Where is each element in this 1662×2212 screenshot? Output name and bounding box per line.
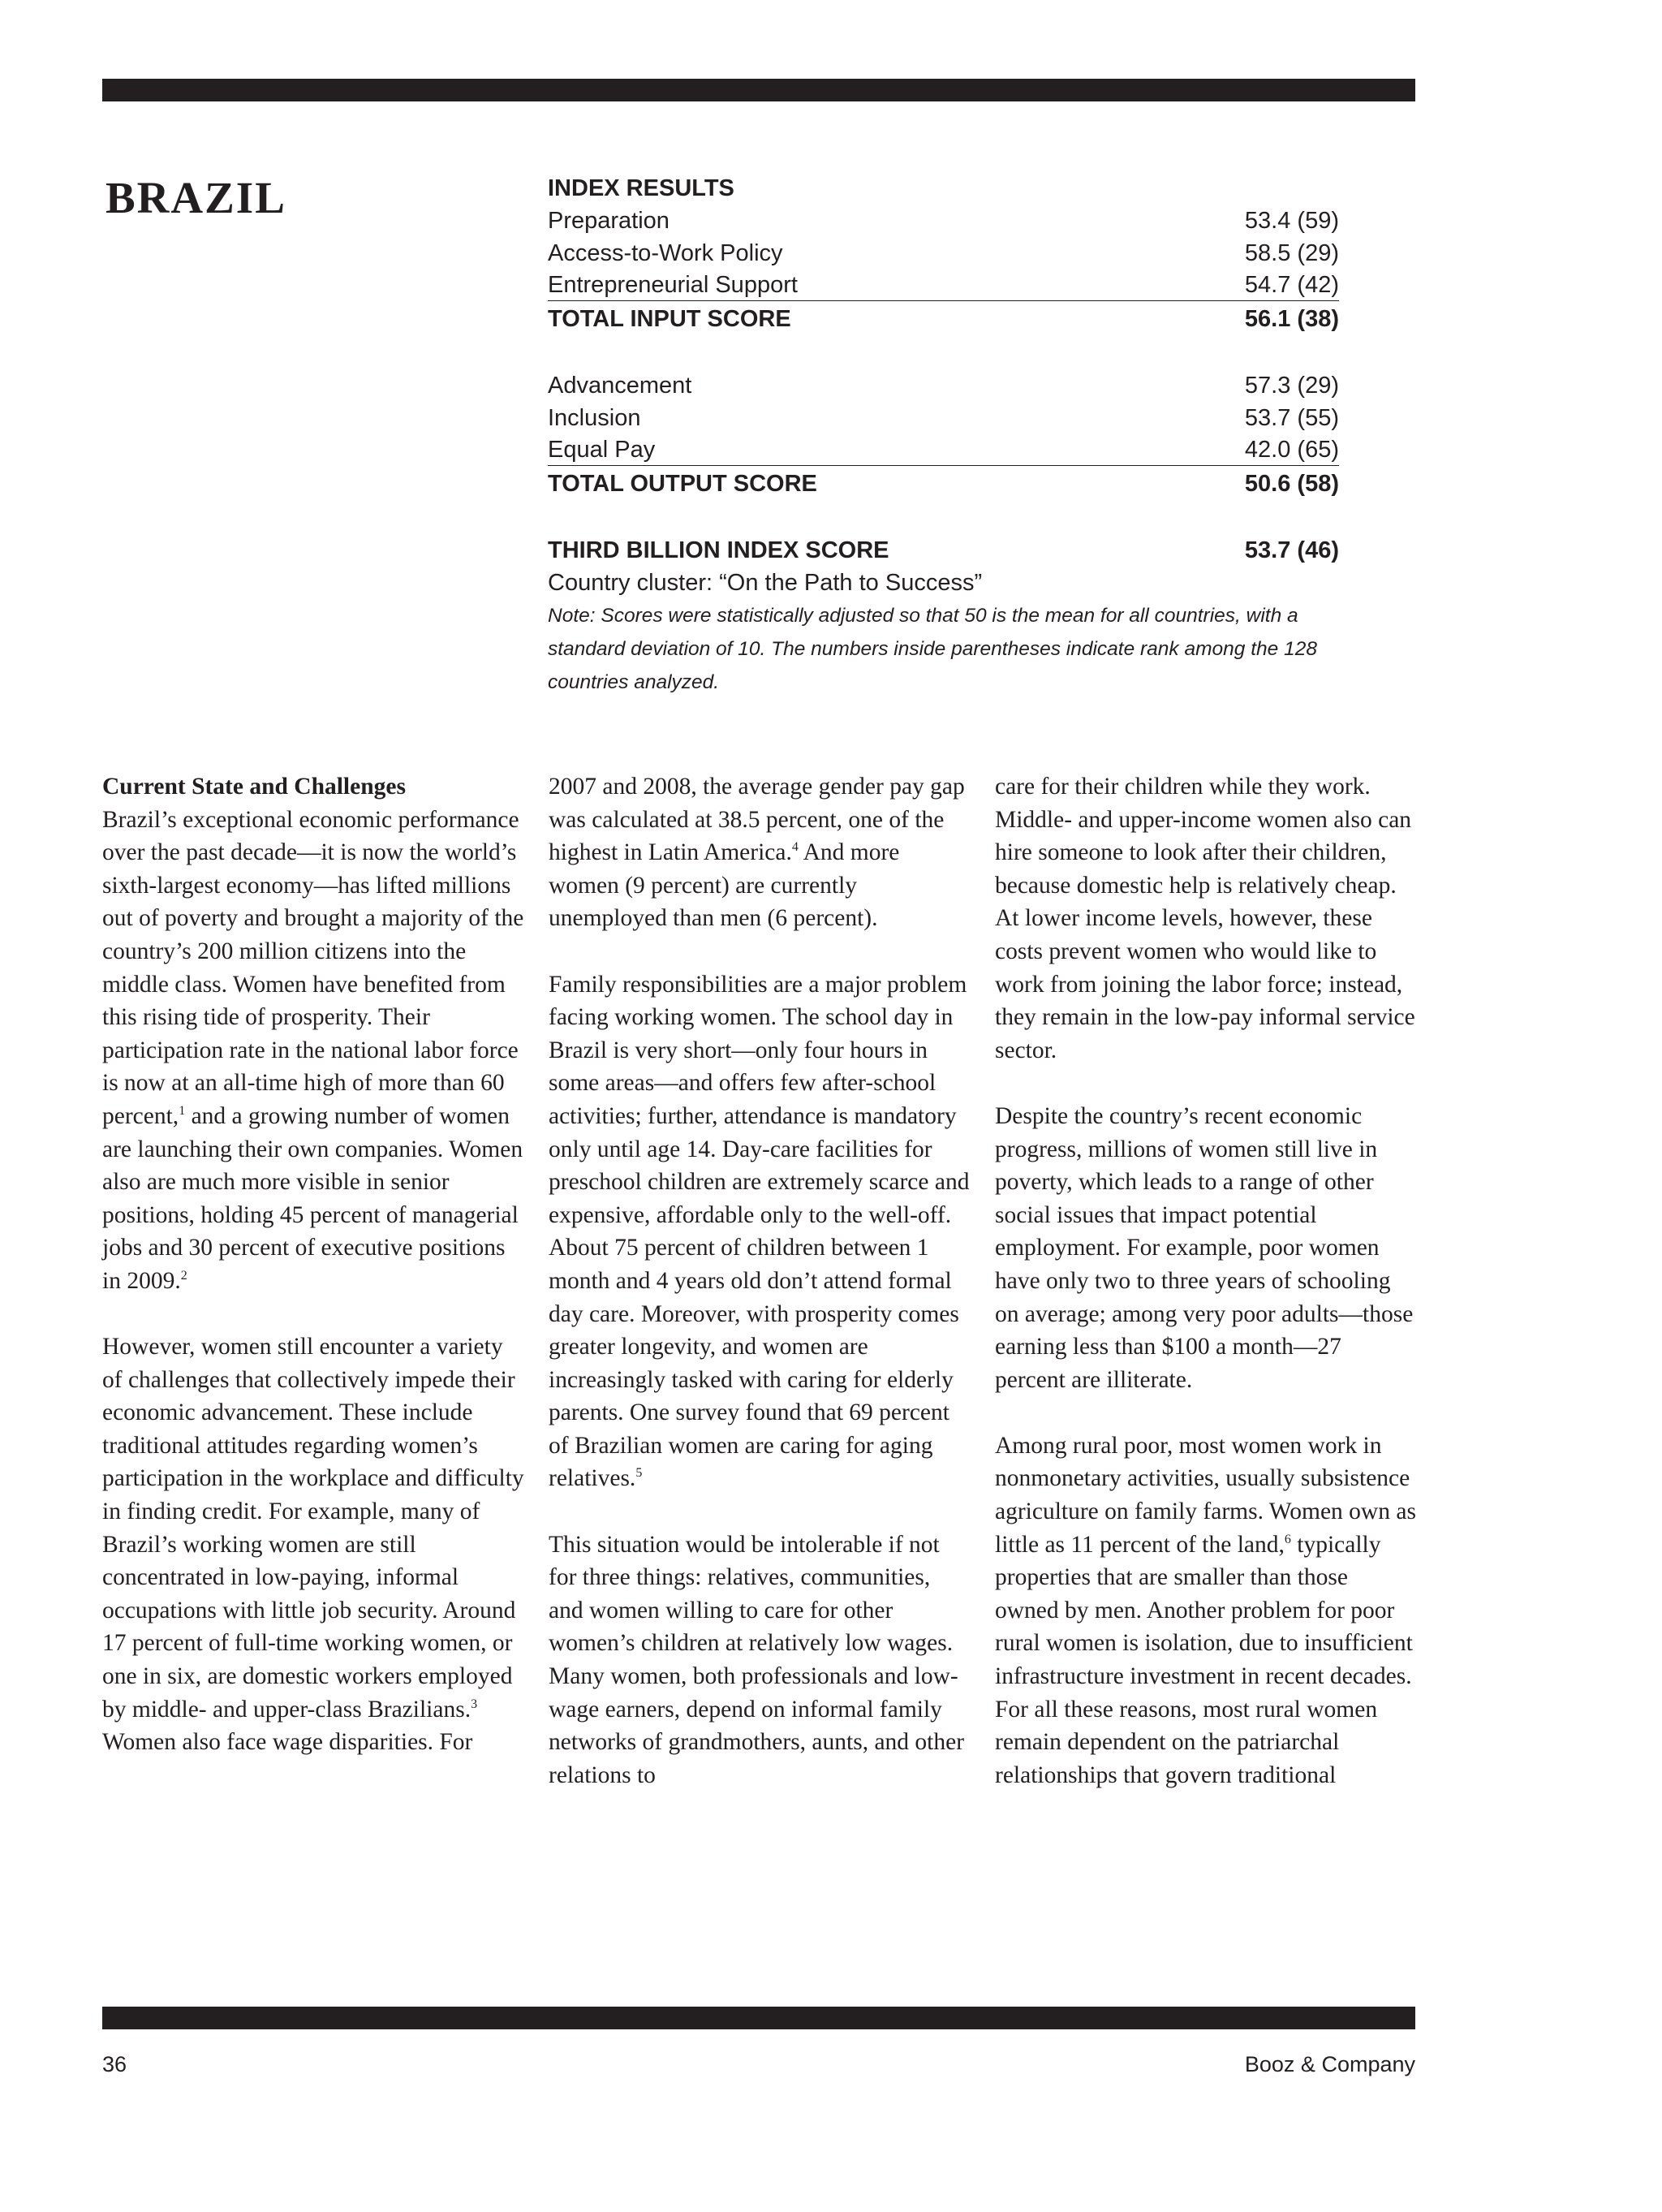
- paragraph-text: And more women (9 percent) are currently unemployed than men (6 percent).: [549, 839, 900, 932]
- paragraph-text: 2007 and 2008, the average gender pay gap was calculated at 38.5 percent, one of the highest in Latin America.: [549, 774, 965, 866]
- row-label: Access-to-Work Policy: [548, 240, 783, 266]
- paragraph-text: Among rural poor, most women work in nonmonetary activities, usually subsistence agriculture on family farms. Women own as little as 11 percent of the land,: [995, 1432, 1416, 1558]
- total-output-score-row: [548, 468, 1339, 500]
- text-column-3: [995, 770, 1417, 1792]
- top-rule: [102, 79, 1415, 101]
- index-row-entrepreneurial-support: [548, 269, 1339, 301]
- row-value: 53.7 (55): [1244, 405, 1339, 431]
- row-label: TOTAL OUTPUT SCORE: [548, 471, 817, 497]
- row-label: Inclusion: [548, 405, 641, 431]
- row-label: Equal Pay: [548, 437, 656, 463]
- paragraph-text: Brazil’s exceptional economic performance over the past decade—it is now the world’s sixth-largest economy—has lifted millions out of poverty and brought a majority of the country’s 200 million citizens into the middle class. Women have benefited from this rising tide of prosperity. Their participation rate in the national labor force is now at an all-time high of more than 60 percent,: [102, 806, 524, 1129]
- paragraph-text: and a growing number of women are launching their own companies. Women also are much more visible in senior positions, holding 45 percent of managerial jobs and 30 percent of executive positions in 2009.: [102, 1102, 523, 1294]
- row-value: 57.3 (29): [1244, 373, 1339, 399]
- paragraph: [549, 770, 971, 935]
- index-results-table: [548, 172, 1339, 699]
- row-value: 58.5 (29): [1244, 240, 1339, 266]
- row-label: Entrepreneurial Support: [548, 272, 798, 298]
- paragraph: [549, 968, 971, 1496]
- footnote-ref: 6: [1284, 1532, 1291, 1546]
- footnote-ref: 2: [180, 1269, 187, 1283]
- index-row-advancement: [548, 369, 1339, 402]
- score-note: Note: Scores were statistically adjusted so that 50 is the mean for all countries, with a standard deviation of 10. The numbers inside parentheses indicate rank among the 128 countries analyzed.: [548, 605, 1317, 693]
- index-row-preparation: [548, 205, 1339, 237]
- footnote-ref: 5: [635, 1466, 643, 1481]
- paragraph: care for their children while they work. Middle- and upper-income women also can hire someone to look after their children, because domestic help is relatively cheap. At lower income levels, however, these costs prevent women who would like to work from joining the labor force; instead, they remain in the low-pay informal service sector.: [995, 774, 1415, 1063]
- paragraph: [102, 1330, 524, 1759]
- row-value: 53.7 (46): [1244, 537, 1339, 563]
- row-value: 56.1 (38): [1244, 306, 1339, 332]
- row-label: Preparation: [548, 208, 670, 234]
- paragraph: [102, 770, 524, 1298]
- total-input-score-row: [548, 303, 1339, 335]
- row-label: THIRD BILLION INDEX SCORE: [548, 537, 889, 563]
- row-value: 53.4 (59): [1244, 208, 1339, 234]
- footnote-ref: 4: [791, 840, 799, 855]
- index-heading: INDEX RESULTS: [548, 175, 734, 201]
- paragraph-text: Women also face wage disparities. For: [102, 1729, 473, 1756]
- paragraph: This situation would be intolerable if not for three things: relatives, communities, and women willing to care for other women’s children at relatively low wages. Many women, both professionals and low-wage earners, depend on informal family networks of grandmothers, aunts, and other relations to: [549, 1531, 965, 1788]
- bottom-rule: [102, 2007, 1415, 2029]
- publisher-name: Booz & Company: [1244, 2052, 1415, 2076]
- footnote-ref: 1: [179, 1104, 186, 1119]
- text-column-1: [102, 770, 524, 1759]
- paragraph-text: typically properties that are smaller than those owned by men. Another problem for poor rural women is isolation, due to insufficient infrastructure investment in recent decades. For all these reasons, most rural women remain dependent on the patriarchal relationships that govern traditional: [995, 1531, 1413, 1788]
- index-row-access-to-work: [548, 237, 1339, 269]
- row-label: TOTAL INPUT SCORE: [548, 306, 791, 332]
- row-value: 54.7 (42): [1244, 272, 1339, 298]
- index-row-equal-pay: [548, 434, 1339, 466]
- page-footer: [102, 2052, 1415, 2077]
- paragraph: Despite the country’s recent economic progress, millions of women still live in poverty, which leads to a range of other social issues that impact potential employment. For example, poor women have only two to three years of schooling on average; among very poor adults—those earning less than $100 a month—27 percent are illiterate.: [995, 1102, 1414, 1393]
- article-body: [102, 770, 1417, 1826]
- country-cluster: Country cluster: “On the Path to Success”: [548, 570, 983, 596]
- index-row-inclusion: [548, 402, 1339, 434]
- country-title: BRAZIL: [105, 173, 286, 222]
- row-value: 42.0 (65): [1244, 437, 1339, 463]
- text-column-2: [549, 770, 971, 1792]
- paragraph: [995, 1429, 1417, 1792]
- row-label: Advancement: [548, 373, 692, 399]
- footnote-ref: 3: [471, 1697, 478, 1711]
- paragraph-text: Family responsibilities are a major problem facing working women. The school day in Brazil is very short—only four hours in some areas—and offers few after-school activities; further, attendance is mandatory only until age 14. Day-care facilities for preschool children are extremely scarce and expensive, affordable only to the well-off. About 75 percent of children between 1 month and 4 years old don’t attend formal day care. Moreover, with prosperity comes greater longevity, and women are increasingly tasked with caring for elderly parents. One survey found that 69 percent of Brazilian women are caring for aging relatives.: [549, 971, 970, 1492]
- page-number: 36: [102, 2052, 127, 2076]
- section-heading: Current State and Challenges: [102, 774, 406, 800]
- paragraph-text: However, women still encounter a variety of challenges that collectively impede their economic advancement. These include traditional attitudes regarding women’s participation in the workplace and difficulty in finding credit. For example, many of Brazil’s working women are still concentrated in low-paying, informal occupations with little job security. Around 17 percent of full-time working women, or one in six, are domestic workers employed by middle- and upper-class Brazilians.: [102, 1334, 524, 1723]
- third-billion-index-score-row: [548, 534, 1339, 567]
- row-value: 50.6 (58): [1244, 471, 1339, 497]
